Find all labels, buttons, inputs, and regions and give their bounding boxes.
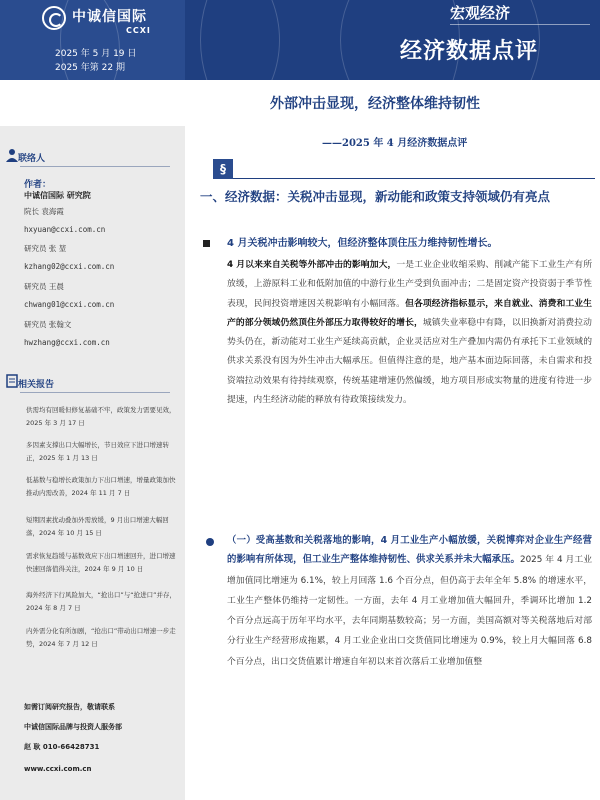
related-report-item[interactable]: 内外需分化有所加剧，“抢出口”带动出口增速一步走势，2024 年 7 月 12 日 <box>26 627 176 648</box>
circle-bullet-icon <box>206 538 214 546</box>
author-name: 院长 袁海霞 <box>24 207 64 216</box>
related-report-item[interactable]: 低基数与稳增长政策加力下出口增速，增量政策加快推动内需改善，2024 年 11 月 7 日 <box>26 476 176 497</box>
report-subtitle: ——2025 年 4 月经济数据点评 <box>322 138 468 149</box>
related-report-item[interactable]: 短期因素扰动叠加外需放缓，9 月出口增速大幅回落，2024 年 10 月 15 日 <box>26 516 169 537</box>
contact-person-icon <box>6 148 18 162</box>
report-title: 外部冲击显现，经济整体维持韧性 <box>270 96 480 112</box>
section-rule <box>233 178 595 179</box>
subscribe-note: 如需订阅研究报告，敬请联系 <box>24 703 115 711</box>
service-dept: 中诚信国际品牌与投资人服务部 <box>24 723 122 731</box>
section-number-icon: § <box>213 159 233 179</box>
subsection-lead: （一）受高基数和关税落地的影响，4 月工业生产小幅放缓，关税博弈对企业生产经营的影响有所体现，但工业生产整体维持韧性、供求关系并未大幅承压。 <box>227 535 592 566</box>
logo-text-en: CCXI <box>126 26 151 35</box>
section-heading: 一、经济数据：关税冲击显现，新动能和政策支持领域仍有亮点 <box>200 189 551 204</box>
report-header <box>0 0 600 80</box>
report-category: 宏观经济 <box>450 4 511 22</box>
contact-person: 赵 耿 010-66428731 <box>24 743 100 751</box>
paragraph-text: 一是工业企业收缩采购、削减产能下工业生产有所放缓，上游原料工业和低附加值的中游行业生产受到负面冲击；二是固定资产投资弱于季节性表现，民间投资增速因关税影响有小幅回落。 <box>227 260 592 309</box>
paragraph-lead: 4 月以来来自关税等外部冲击的影响加大， <box>227 260 397 270</box>
report-type: 经济数据点评 <box>400 39 539 64</box>
author-email[interactable]: hwzhang@ccxi.com.cn <box>24 338 110 347</box>
related-report-item[interactable]: 多因素支撑出口大幅增长，节日效应下进口增速转正，2025 年 1 月 13 日 <box>26 441 169 462</box>
report-date: 2025 年 5 月 19 日 <box>55 49 137 59</box>
bullet-heading: 4 月关税冲击影响较大，但经济整体顶住压力维持韧性增长。 <box>227 238 498 249</box>
subsection-paragraph <box>227 531 592 672</box>
related-report-item[interactable]: 供需均有回暖但修复基础不牢，政策发力需要见效，2025 年 3 月 17 日 <box>26 406 176 427</box>
author-email[interactable]: hxyuan@ccxi.com.cn <box>24 225 106 234</box>
company-logo <box>42 4 197 38</box>
paragraph-emphasis: 但各项经济指标显示，来自就业、消费和工业生产的部分领域仍然顶住外部压力取得较好的增长， <box>227 298 592 328</box>
paragraph-text: 2025 年 4 月工业增加值同比增速为 6.1%，较上月回落 1.6 个百分点，但仍高于去年全年 5.8% 的增速水平，工业生产整体仍维持一定韧性。一方面，去年 4 月工业增加值大幅回升，季调环比增加 1.2 个百分点远高于历年平均水平，去年同期基数较高；另一方面，美国高额对等关税落地后对部分行业生产经营形成拖累，4 月工业企业出口交货值同比增速为 0.9%，较上月大幅回落 6.8 个百分点，出口交货值累计增速自年初以来首次落后工业增加值整 <box>227 555 592 667</box>
body-paragraph <box>227 256 592 410</box>
paragraph-text: 城镇失业率稳中有降，以旧换新对消费拉动势头仍在，新动能对工业生产延续高贡献，企业灵活应对生产叠加内需仍有承托下工业领域的供求关系没有因为外生冲击大幅承压。但值得注意的是，地产基本面边际回落，未自需求和投资端拉动效果有待持续观察，传统基建增速仍然偏缓，地方项目形成实物量的进度有待进一步提速，内生经济动能的释放有待政策接续发力。 <box>227 317 592 406</box>
related-report-item[interactable]: 需求恢复趋缓与基数效应下出口增速回升，进口增速快速回落值得关注，2024 年 9 月 10 日 <box>26 552 176 573</box>
report-issue: 2025 年第 22 期 <box>55 63 125 73</box>
section-rule <box>20 166 170 167</box>
header-divider <box>450 24 590 25</box>
logo-mark-icon <box>42 6 66 30</box>
author-email[interactable]: chwang01@ccxi.com.cn <box>24 300 115 309</box>
related-reports-icon <box>6 374 18 388</box>
contacts-section-title: 联络人 <box>18 154 46 164</box>
author-label: 作者： <box>24 180 52 190</box>
website-link[interactable]: www.ccxi.com.cn <box>24 765 92 773</box>
logo-text: 中诚信国际 <box>72 9 147 25</box>
author-name: 研究员 王晨 <box>24 282 64 291</box>
author-name: 研究员 张 堃 <box>24 244 67 253</box>
related-report-item[interactable]: 海外经济下行风险加大，“抢出口”与“抢进口”并存，2024 年 8 月 7 日 <box>26 591 176 612</box>
section-rule <box>20 392 170 393</box>
author-email[interactable]: kzhang02@ccxi.com.cn <box>24 262 115 271</box>
author-org: 中诚信国际 研究院 <box>24 191 91 200</box>
square-bullet-icon <box>203 240 210 247</box>
author-name: 研究员 张翰文 <box>24 320 72 329</box>
related-section-title: 相关报告 <box>18 380 55 390</box>
